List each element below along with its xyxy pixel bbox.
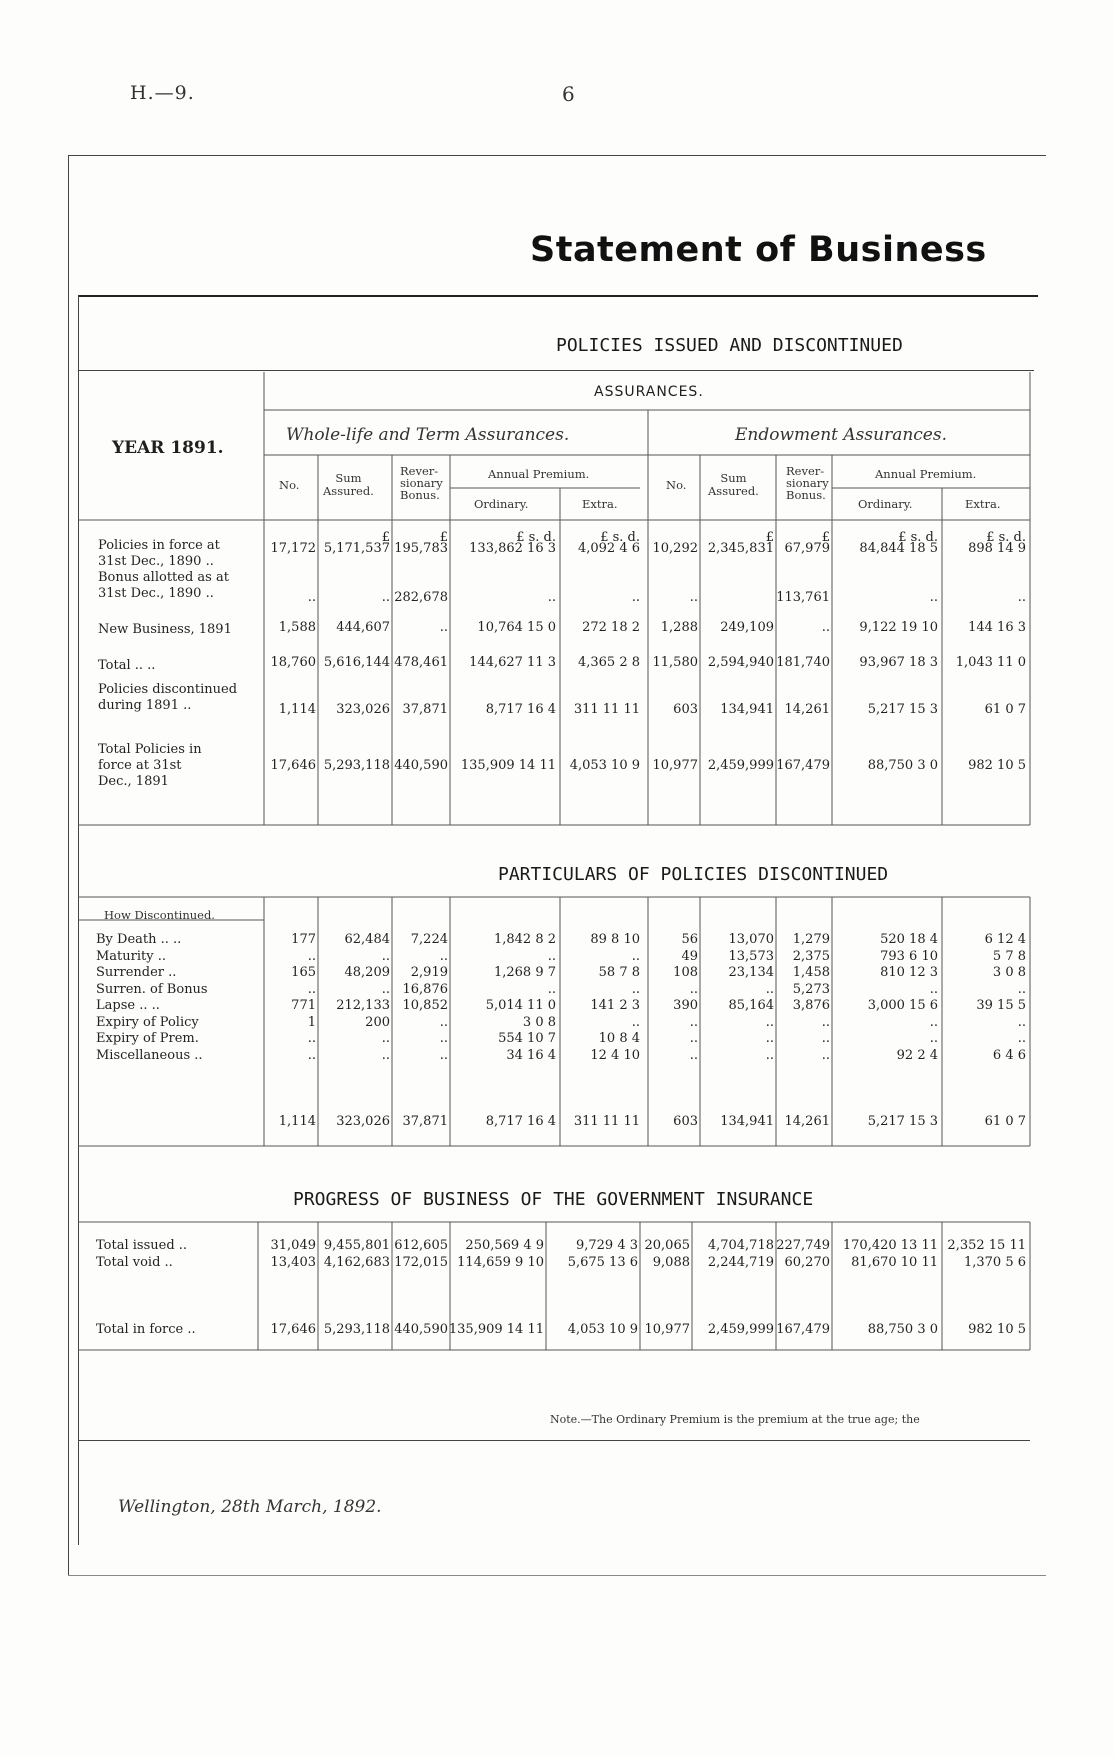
row-label: Maturity .. — [96, 948, 166, 964]
row-label: Total .. .. — [98, 658, 156, 673]
table-cell: .. — [765, 1031, 774, 1046]
col-annual-en: Annual Premium. — [875, 467, 977, 481]
table-cell: .. — [381, 590, 390, 605]
table-cell: .. — [821, 620, 830, 635]
whole-life-heading: Whole-life and Term Assurances. — [286, 425, 570, 445]
table-cell: 49 — [681, 948, 698, 964]
table-cell: 88,750 3 0 — [867, 758, 938, 773]
col-rev-en-line3: Bonus. — [786, 488, 826, 502]
row-label: Total in force .. — [96, 1322, 196, 1337]
table-cell: 5,293,118 — [323, 758, 390, 773]
table-cell: .. — [765, 981, 774, 997]
table-cell: .. — [439, 948, 448, 964]
col-sum-en-line2: Assured. — [708, 484, 759, 498]
table-cell: 249,109 — [720, 620, 774, 635]
table-cell: .. — [929, 590, 938, 605]
row-label: Total issued .. — [96, 1238, 188, 1253]
table-cell: 9,729 4 3 — [575, 1238, 638, 1253]
table-cell: 1 — [307, 1014, 316, 1030]
table-cell: 85,164 — [728, 998, 774, 1013]
table-cell: 8,717 16 4 — [485, 702, 556, 717]
table-cell: 2,352 15 11 — [947, 1238, 1026, 1253]
table-cell: 1,458 — [792, 965, 830, 980]
table-cell: .. — [439, 1014, 448, 1030]
currency-unit: £ — [381, 530, 390, 545]
endowment-heading: Endowment Assurances. — [735, 425, 947, 445]
table-cell: .. — [307, 1031, 316, 1046]
table-cell: 170,420 13 11 — [842, 1238, 938, 1253]
table-cell: 390 — [673, 998, 698, 1013]
table-cell: 520 18 4 — [880, 932, 938, 947]
table-cell: 5,616,144 — [323, 655, 390, 670]
col-annual-wl: Annual Premium. — [488, 467, 590, 481]
table-cell: 4,162,683 — [323, 1255, 390, 1270]
table-cell: 212,133 — [336, 998, 390, 1013]
year-label: YEAR 1891. — [112, 438, 224, 458]
table-cell: 1,288 — [660, 620, 698, 635]
table-cell: 3 0 8 — [992, 965, 1026, 980]
col-extra-wl: Extra. — [582, 497, 618, 511]
table-cell: 81,670 10 11 — [851, 1255, 938, 1270]
table-cell: 12 4 10 — [590, 1047, 640, 1063]
table-cell: 478,461 — [394, 655, 448, 670]
table-cell: .. — [631, 981, 640, 997]
total-cell: 61 0 7 — [984, 1114, 1026, 1129]
table-cell: 10 8 4 — [598, 1031, 640, 1046]
table-cell: 61 0 7 — [984, 702, 1026, 717]
table-cell: 9,455,801 — [323, 1238, 390, 1253]
table-cell: 17,646 — [270, 758, 316, 773]
table-cell: 13,403 — [270, 1255, 316, 1270]
table-cell: 771 — [291, 998, 316, 1013]
table-cell: 2,459,999 — [707, 1322, 774, 1337]
total-cell: 37,871 — [402, 1114, 448, 1129]
table-cell: 1,114 — [278, 702, 316, 717]
table-cell: 16,876 — [402, 981, 448, 997]
table-cell: 982 10 5 — [968, 758, 1026, 773]
table-cell: 20,065 — [644, 1238, 690, 1253]
table-cell: 10,292 — [652, 541, 698, 556]
row-label: 31st Dec., 1890 .. — [98, 586, 214, 601]
currency-unit: £ — [821, 530, 830, 545]
table-cell: 88,750 3 0 — [867, 1322, 938, 1337]
table-cell: .. — [821, 1031, 830, 1046]
table-cell: .. — [547, 590, 556, 605]
table-cell: 7,224 — [410, 932, 448, 947]
table-cell: 10,977 — [644, 1322, 690, 1337]
table-cell: 1,370 5 6 — [963, 1255, 1026, 1270]
table-cell: .. — [631, 1014, 640, 1030]
table-cell: 10,764 15 0 — [477, 620, 556, 635]
table-cell: 113,761 — [776, 590, 830, 605]
col-rev-wl-line3: Bonus. — [400, 488, 440, 502]
table-cell: 67,979 — [784, 541, 830, 556]
table-cell: 133,862 16 3 — [469, 541, 556, 556]
table-cell: .. — [1017, 590, 1026, 605]
table-cell: .. — [1017, 1031, 1026, 1046]
currency-unit: £ s. d. — [898, 530, 938, 545]
total-cell: 14,261 — [784, 1114, 830, 1129]
table-cell: .. — [547, 948, 556, 964]
row-label: Miscellaneous .. — [96, 1047, 203, 1063]
row-label: Total void .. — [96, 1255, 173, 1270]
table-cell: 9,122 19 10 — [859, 620, 938, 635]
table-cell: 250,569 4 9 — [465, 1238, 544, 1253]
row-label: Policies in force at — [98, 538, 220, 553]
row-label: force at 31st — [98, 758, 182, 773]
section1-heading: POLICIES ISSUED AND DISCONTINUED — [556, 335, 903, 356]
table-cell: 134,941 — [720, 702, 774, 717]
table-cell: 9,088 — [652, 1255, 690, 1270]
table-cell: 4,704,718 — [707, 1238, 774, 1253]
table-cell: 93,967 18 3 — [859, 655, 938, 670]
total-cell: 5,217 15 3 — [867, 1114, 938, 1129]
table-cell: 6 4 6 — [992, 1047, 1026, 1063]
table-cell: 62,484 — [344, 932, 390, 947]
table-cell: 2,459,999 — [707, 758, 774, 773]
table-cell: 6 12 4 — [984, 932, 1026, 947]
table-cell: 31,049 — [270, 1238, 316, 1253]
table-cell: .. — [381, 948, 390, 964]
table-cell: 603 — [673, 702, 698, 717]
row-label: Surrender .. — [96, 965, 177, 980]
col-rev-en-line1: Rever- — [786, 464, 825, 478]
table-cell: 14,261 — [784, 702, 830, 717]
table-cell: 13,070 — [728, 932, 774, 947]
table-cell: 108 — [673, 965, 698, 980]
col-no-en: No. — [666, 478, 687, 492]
total-cell: 311 11 11 — [573, 1114, 640, 1129]
table-cell: 1,588 — [278, 620, 316, 635]
col-rev-en-line2: sionary — [786, 476, 829, 490]
total-cell: 603 — [673, 1114, 698, 1129]
col-ordinary-wl: Ordinary. — [474, 497, 529, 511]
table-cell: .. — [381, 981, 390, 997]
col-no-wl: No. — [279, 478, 300, 492]
page-reference: H.—9. — [130, 82, 195, 104]
table-cell: 612,605 — [394, 1238, 448, 1253]
table-cell: 58 7 8 — [598, 965, 640, 980]
table-cell: 144,627 11 3 — [469, 655, 556, 670]
row-label: Dec., 1891 — [98, 774, 169, 789]
col-rev-wl-line1: Rever- — [400, 464, 439, 478]
table-cell: 554 10 7 — [498, 1031, 556, 1046]
signature-line: Wellington, 28th March, 1892. — [118, 1497, 382, 1517]
table-cell: .. — [1017, 1014, 1026, 1030]
table-cell: 2,244,719 — [707, 1255, 774, 1270]
currency-unit: £ s. d. — [600, 530, 640, 545]
table-cell: 3 0 8 — [522, 1014, 556, 1030]
table-cell: 34 16 4 — [506, 1047, 556, 1063]
table-cell: 5,171,537 — [323, 541, 390, 556]
table-cell: 60,270 — [784, 1255, 830, 1270]
row-label: By Death .. .. — [96, 932, 182, 947]
table-cell: .. — [307, 1047, 316, 1063]
table-cell: 227,749 — [776, 1238, 830, 1253]
table-cell: 39 15 5 — [976, 998, 1026, 1013]
table-cell: 89 8 10 — [590, 932, 640, 947]
table-cell: 92 2 4 — [896, 1047, 938, 1063]
row-label: Lapse .. .. — [96, 998, 160, 1013]
total-cell: 8,717 16 4 — [485, 1114, 556, 1129]
row-label: Expiry of Policy — [96, 1014, 199, 1030]
table-cell: .. — [307, 590, 316, 605]
table-cell: .. — [307, 981, 316, 997]
table-cell: 440,590 — [394, 758, 448, 773]
table-cell: 5,293,118 — [323, 1322, 390, 1337]
table-cell: .. — [307, 948, 316, 964]
table-cell: 272 18 2 — [582, 620, 640, 635]
section3-heading: PROGRESS OF BUSINESS OF THE GOVERNMENT INSURANCE — [293, 1189, 814, 1210]
row-label: Expiry of Prem. — [96, 1031, 199, 1046]
table-cell: .. — [631, 590, 640, 605]
currency-unit: £ — [439, 530, 448, 545]
table-cell: 11,580 — [652, 655, 698, 670]
table-cell: 84,844 18 5 — [859, 541, 938, 556]
table-cell: 1,842 8 2 — [493, 932, 556, 947]
currency-unit: £ s. d. — [986, 530, 1026, 545]
table-cell: .. — [439, 620, 448, 635]
table-cell: .. — [439, 1047, 448, 1063]
row-label: New Business, 1891 — [98, 622, 232, 637]
table-cell: .. — [381, 1031, 390, 1046]
table-cell: 17,172 — [270, 541, 316, 556]
currency-unit: £ — [765, 530, 774, 545]
col-extra-en: Extra. — [965, 497, 1001, 511]
table-cell: .. — [689, 590, 698, 605]
table-cell: 982 10 5 — [968, 1322, 1026, 1337]
row-label: 31st Dec., 1890 .. — [98, 554, 214, 569]
table-cell: 323,026 — [336, 702, 390, 717]
table-cell: 3,876 — [792, 998, 830, 1013]
page-title: Statement of Business — [530, 230, 987, 270]
table-cell: 793 6 10 — [880, 948, 938, 964]
table-cell: .. — [765, 1014, 774, 1030]
table-cell: 2,594,940 — [707, 655, 774, 670]
table-cell: .. — [821, 1047, 830, 1063]
table-cell: 114,659 9 10 — [457, 1255, 544, 1270]
table-cell: 5 7 8 — [992, 948, 1026, 964]
table-cell: 167,479 — [776, 1322, 830, 1337]
col-sum-wl-line1: Sum — [335, 471, 362, 485]
table-cell: .. — [689, 981, 698, 997]
table-cell: .. — [929, 1031, 938, 1046]
table-cell: 1,268 9 7 — [493, 965, 556, 980]
total-cell: 323,026 — [336, 1114, 390, 1129]
table-cell: 13,573 — [728, 948, 774, 964]
total-cell: 1,114 — [278, 1114, 316, 1129]
table-cell: 167,479 — [776, 758, 830, 773]
table-cell: 4,053 10 9 — [567, 1322, 638, 1337]
table-cell: 165 — [291, 965, 316, 980]
table-cell: .. — [821, 1014, 830, 1030]
table-cell: 177 — [291, 932, 316, 947]
table-cell: 2,919 — [410, 965, 448, 980]
col-sum-wl-line2: Assured. — [323, 484, 374, 498]
table-cell: 10,852 — [402, 998, 448, 1013]
row-label: Policies discontinued — [98, 682, 238, 697]
row-label: Surren. of Bonus — [96, 981, 208, 997]
table-cell: .. — [631, 948, 640, 964]
table-cell: 282,678 — [394, 590, 448, 605]
table-cell: 135,909 14 11 — [460, 758, 556, 773]
table-cell: 10,977 — [652, 758, 698, 773]
table-cell: 444,607 — [336, 620, 390, 635]
table-cell: 18,760 — [270, 655, 316, 670]
table-cell: 4,365 2 8 — [577, 655, 640, 670]
row-label: Bonus allotted as at — [98, 570, 229, 585]
table-cell: 135,909 14 11 — [448, 1322, 544, 1337]
page-number: 6 — [562, 82, 575, 106]
table-cell: 141 2 3 — [590, 998, 640, 1013]
table-cell: 311 11 11 — [573, 702, 640, 717]
table-cell: 440,590 — [394, 1322, 448, 1337]
table-cell: .. — [381, 1047, 390, 1063]
total-cell: 134,941 — [720, 1114, 774, 1129]
table-cell: 56 — [681, 932, 698, 947]
col-rev-wl-line2: sionary — [400, 476, 443, 490]
table-cell: .. — [1017, 981, 1026, 997]
table-cell: 5,014 11 0 — [485, 998, 556, 1013]
col-ordinary-en: Ordinary. — [858, 497, 913, 511]
table-cell: .. — [765, 1047, 774, 1063]
how-discontinued-label: How Discontinued. — [104, 908, 215, 922]
table-cell: 172,015 — [394, 1255, 448, 1270]
col-sum-en-line1: Sum — [720, 471, 747, 485]
row-label: Total Policies in — [98, 742, 202, 757]
table-cell: .. — [929, 981, 938, 997]
note-text: Note.—The Ordinary Premium is the premium at the true age; the — [550, 1413, 920, 1426]
table-cell: 810 12 3 — [880, 965, 938, 980]
table-cell: 4,053 10 9 — [569, 758, 640, 773]
table-cell: 1,043 11 0 — [955, 655, 1026, 670]
currency-unit: £ s. d. — [516, 530, 556, 545]
section2-heading: PARTICULARS OF POLICIES DISCONTINUED — [498, 864, 889, 885]
table-cell: 23,134 — [728, 965, 774, 980]
table-cell: .. — [689, 1014, 698, 1030]
assurances-heading: ASSURANCES. — [594, 384, 704, 400]
table-cell: 48,209 — [344, 965, 390, 980]
table-cell: .. — [547, 981, 556, 997]
table-cell: 4,092 4 6 — [577, 541, 640, 556]
table-cell: 181,740 — [776, 655, 830, 670]
table-cell: 898 14 9 — [968, 541, 1026, 556]
table-cell: 195,783 — [394, 541, 448, 556]
table-cell: 2,345,831 — [707, 541, 774, 556]
table-cell: .. — [689, 1047, 698, 1063]
table-cell: 1,279 — [792, 932, 830, 947]
table-cell: 144 16 3 — [968, 620, 1026, 635]
row-label: during 1891 .. — [98, 698, 192, 713]
table-cell: 5,217 15 3 — [867, 702, 938, 717]
table-cell: .. — [929, 1014, 938, 1030]
table-cell: 2,375 — [792, 948, 830, 964]
table-cell: 200 — [365, 1014, 390, 1030]
table-cell: 17,646 — [270, 1322, 316, 1337]
table-cell: 3,000 15 6 — [867, 998, 938, 1013]
table-cell: 5,273 — [792, 981, 830, 997]
table-cell: 37,871 — [402, 702, 448, 717]
table-cell: .. — [439, 1031, 448, 1046]
table-cell: 5,675 13 6 — [567, 1255, 638, 1270]
table-cell: .. — [689, 1031, 698, 1046]
